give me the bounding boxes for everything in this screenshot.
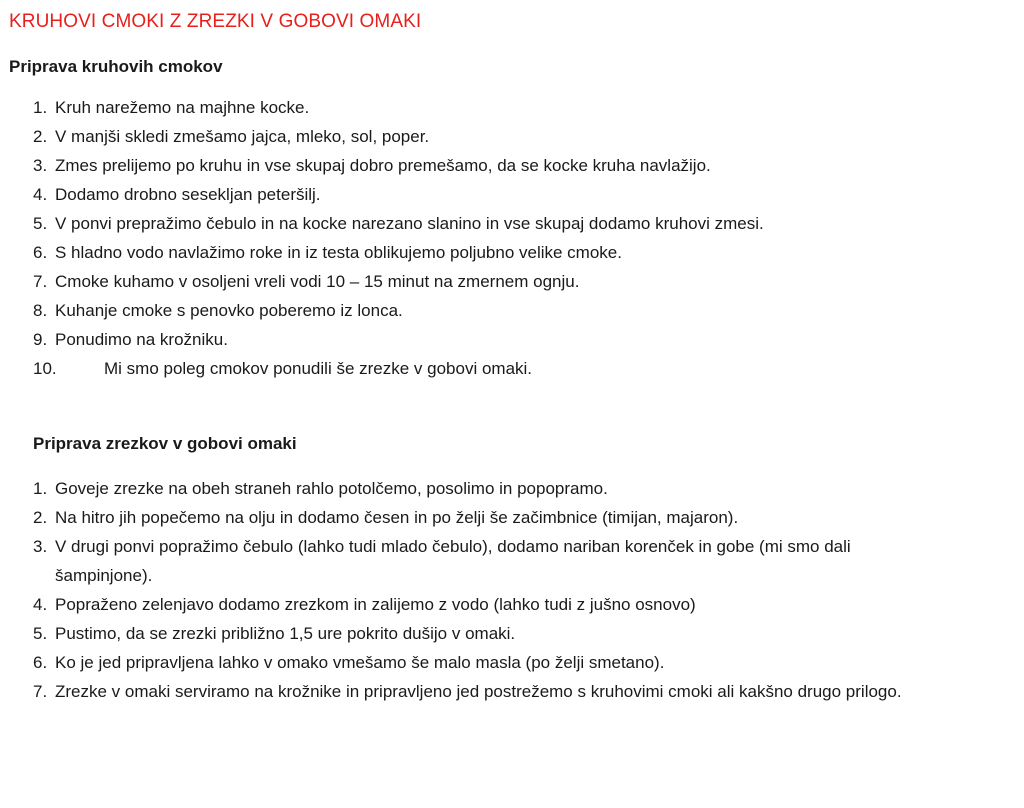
step-text: Zmes prelijemo po kruhu in vse skupaj dobro premešamo, da se kocke kruha navlažijo.	[55, 156, 711, 175]
step-number: 1.	[33, 479, 48, 498]
list-item	[33, 180, 915, 209]
step-number: 7.	[33, 272, 48, 291]
step-text: Dodamo drobno sesekljan peteršilj.	[55, 185, 321, 204]
step-text: Na hitro jih popečemo na olju in dodamo česen in po želji še začimbnice (timijan, majaron).	[55, 508, 739, 527]
step-number: 2.	[33, 127, 48, 146]
step-text: Cmoke kuhamo v osoljeni vreli vodi 10 – 15 minut na zmernem ognju.	[55, 272, 580, 291]
step-number: 5.	[33, 624, 48, 643]
step-text: Popraženo zelenjavo dodamo zrezkom in zalijemo z vodo (lahko tudi z jušno osnovo)	[55, 595, 696, 614]
list-item	[33, 590, 915, 619]
step-text: V ponvi prepražimo čebulo in na kocke narezano slanino in vse skupaj dodamo kruhovi zmesi.	[55, 214, 764, 233]
list-item	[33, 532, 915, 590]
document-title: KRUHOVI CMOKI Z ZREZKI V GOBOVI OMAKI	[9, 11, 422, 32]
list-item	[33, 677, 915, 706]
step-text: Kuhanje cmoke s penovko poberemo iz lonca.	[55, 301, 403, 320]
step-number: 8.	[33, 301, 48, 320]
step-text: Pustimo, da se zrezki približno 1,5 ure pokrito dušijo v omaki.	[55, 624, 516, 643]
list-item	[33, 209, 915, 238]
list-item	[33, 267, 915, 296]
list-item	[33, 238, 915, 267]
list-item	[33, 296, 915, 325]
step-number: 2.	[33, 508, 48, 527]
step-number: 3.	[33, 537, 48, 556]
list-item	[33, 503, 915, 532]
step-number: 3.	[33, 156, 48, 175]
list-item	[33, 151, 915, 180]
step-text: V drugi ponvi popražimo čebulo (lahko tudi mlado čebulo), dodamo nariban korenček in gobe (mi smo dali šampinjone).	[55, 537, 851, 585]
step-text: Ponudimo na krožniku.	[55, 330, 228, 349]
step-text: Ko je jed pripravljena lahko v omako vmešamo še malo masla (po želji smetano).	[55, 653, 665, 672]
section-heading-cmoki: Priprava kruhovih cmokov	[9, 57, 223, 76]
step-text: S hladno vodo navlažimo roke in iz testa oblikujemo poljubno velike cmoke.	[55, 243, 622, 262]
list-item	[33, 474, 915, 503]
step-number: 6.	[33, 243, 48, 262]
step-list-zrezki	[33, 474, 915, 706]
step-number: 4.	[33, 595, 48, 614]
list-item	[33, 648, 915, 677]
step-text: Kruh narežemo na majhne kocke.	[55, 98, 310, 117]
step-text: V manjši skledi zmešamo jajca, mleko, sol, poper.	[55, 127, 430, 146]
step-number: 4.	[33, 185, 48, 204]
step-number: 1.	[33, 98, 48, 117]
step-text: Goveje zrezke na obeh straneh rahlo potolčemo, posolimo in popopramo.	[55, 479, 608, 498]
step-number: 5.	[33, 214, 48, 233]
section-heading-zrezki: Priprava zrezkov v gobovi omaki	[33, 434, 297, 453]
step-number: 6.	[33, 653, 48, 672]
list-item	[33, 325, 915, 354]
list-item	[33, 93, 915, 122]
step-text: Zrezke v omaki serviramo na krožnike in pripravljeno jed postrežemo s kruhovimi cmoki ali kakšno drugo prilogo.	[55, 682, 902, 701]
step-number: 9.	[33, 330, 48, 349]
step-text: Mi smo poleg cmokov ponudili še zrezke v gobovi omaki.	[104, 359, 533, 378]
step-list-cmoki	[33, 93, 964, 383]
step-number: 10.	[33, 359, 57, 378]
list-item	[33, 122, 915, 151]
step-number: 7.	[33, 682, 48, 701]
list-item	[33, 619, 915, 648]
list-item	[33, 354, 964, 383]
